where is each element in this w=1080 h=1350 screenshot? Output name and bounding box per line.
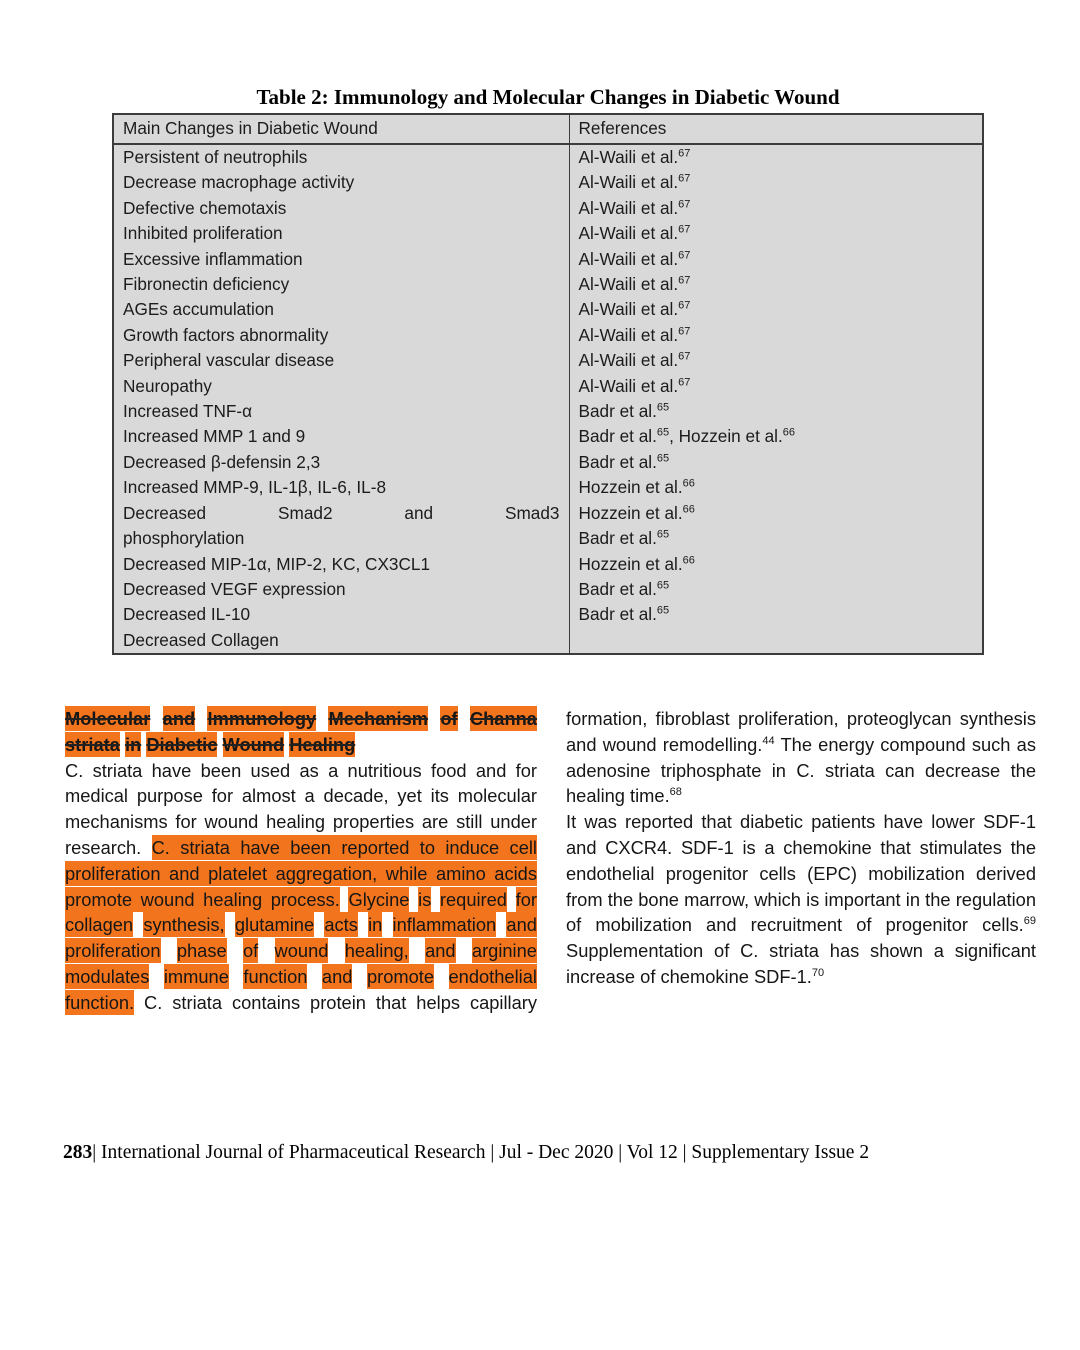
change-cell: Decreased Collagen xyxy=(113,628,569,654)
table-row xyxy=(113,399,983,424)
reference-cell: Badr et al.$^{65}$ xyxy=(578,401,670,422)
highlighted-text: synthesis, xyxy=(143,914,225,936)
highlighted-text: glutamine xyxy=(234,914,315,936)
reference-cell: Badr et al.$^{65}$ xyxy=(578,528,670,549)
highlighted-text: Wound xyxy=(222,733,285,755)
table-row xyxy=(113,247,983,272)
superscript-ref: 67 xyxy=(678,198,691,211)
table-row xyxy=(113,628,983,654)
highlighted-text: is xyxy=(418,888,432,910)
highlighted-text: wound xyxy=(274,940,329,962)
change-cell: Peripheral vascular disease xyxy=(113,348,569,373)
paragraph: It was reported that diabetic patients have lower SDF-1 and CXCR4. SDF-1 is a chemokine that stimulates the endothelial progenitor cells (EPC) mobilization derived from the bone marrow, which is important in the regulation of mobilization and recruitment of progenitor cells.$^{69}$ Supplementation of C. striata has shown a significant increase of chemokine SDF-1.70 xyxy=(566,811,1036,987)
highlighted-text: collagen xyxy=(65,914,134,936)
reference-cell: Al-Waili et al.$^{67}$ xyxy=(578,147,691,167)
superscript-ref: 69 xyxy=(1023,915,1036,928)
highlighted-text: of xyxy=(242,940,259,962)
table-title: Table 2: Immunology and Molecular Changes in Diabetic Wound xyxy=(256,85,840,109)
superscript-ref: 68 xyxy=(669,786,682,799)
change-cell: Growth factors abnormality xyxy=(113,323,569,348)
highlighted-text: acts xyxy=(324,914,358,936)
reference-cell: Hozzein et al.$^{66}$ xyxy=(578,477,695,498)
highlighted-text: function xyxy=(243,965,308,987)
header-references: References xyxy=(569,114,983,144)
change-cell: Excessive inflammation xyxy=(113,247,569,272)
highlighted-text: endothelial xyxy=(448,965,537,987)
superscript-ref: 65 xyxy=(656,604,670,617)
superscript-ref: 65 xyxy=(656,528,670,541)
footer-journal-info: | International Journal of Pharmaceutical Research | Jul - Dec 2020 | Vol 12 | Supplementary Issue 2 xyxy=(92,1142,870,1163)
highlighted-text: Diabetic xyxy=(146,733,218,755)
highlighted-text: phase xyxy=(176,940,227,962)
highlighted-text: Immunology xyxy=(207,708,317,729)
section-heading xyxy=(65,706,537,758)
table-row xyxy=(113,450,983,475)
reference-cell: Al-Waili et al.$^{67}$ xyxy=(578,299,691,320)
change-cell: Persistent of neutrophils xyxy=(113,144,569,170)
reference-cell: Hozzein et al.$^{66}$ xyxy=(578,553,695,574)
superscript-ref: 66 xyxy=(682,502,695,515)
superscript-ref: 67 xyxy=(678,147,691,160)
reference-cell: Al-Waili et al.$^{67}$ xyxy=(578,324,691,345)
superscript-ref: 65 xyxy=(656,452,670,465)
highlighted-text: Molecular xyxy=(65,708,151,729)
table-body xyxy=(113,144,983,654)
reference-cell: Al-Waili et al.$^{67}$ xyxy=(578,274,691,295)
change-cell: Fibronectin deficiency xyxy=(113,272,569,297)
change-cell: Decreased Smad2 and Smad3 xyxy=(113,501,569,526)
change-cell: Neuropathy xyxy=(113,374,569,399)
highlighted-text: immune xyxy=(163,965,229,987)
reference-cell: Al-Waili et al.$^{67}$ xyxy=(578,223,691,244)
highlighted-text: function. xyxy=(65,991,135,1013)
reference-cell: Al-Waili et al.$^{67}$ xyxy=(578,172,691,193)
header-main-changes: Main Changes in Diabetic Wound xyxy=(113,114,569,144)
change-cell: Inhibited proliferation xyxy=(113,221,569,246)
superscript-ref: 66 xyxy=(782,426,796,439)
superscript-ref: 66 xyxy=(682,477,695,490)
footer-page-number: 283 xyxy=(63,1142,93,1163)
right-column xyxy=(566,706,1036,990)
superscript-ref: 44 xyxy=(762,734,775,747)
highlighted-text: healing, xyxy=(344,940,409,962)
table-row xyxy=(113,323,983,348)
paragraph: formation, fibroblast proliferation, proteoglycan synthesis and wound remodelling.$^{44}$ The energy compound such as adenosine triphosphate in C. striata can decrease the healing time.$^{68}$ xyxy=(566,708,1036,807)
change-cell: Increased MMP 1 and 9 xyxy=(113,424,569,449)
table-row xyxy=(113,221,983,246)
change-cell: Decreased IL-10 xyxy=(113,602,569,627)
table-row xyxy=(113,272,983,297)
superscript-ref: 65 xyxy=(656,401,670,414)
reference-cell: Al-Waili et al.$^{67}$ xyxy=(578,375,691,396)
change-cell: Defective chemotaxis xyxy=(113,196,569,221)
highlighted-text: promote xyxy=(366,965,435,987)
change-cell: Decreased MIP-1α, MIP-2, KC, CX3CL1 xyxy=(113,552,569,577)
table-row xyxy=(113,501,983,526)
reference-cell: Al-Waili et al.$^{67}$ xyxy=(578,248,691,269)
superscript-ref: 65 xyxy=(656,426,670,439)
reference-cell: Hozzein et al.$^{66}$ xyxy=(578,502,695,523)
reference-cell: Badr et al.$^{65}$ xyxy=(578,604,670,625)
table-row xyxy=(113,374,983,399)
change-cell: Increased MMP-9, IL-1β, IL-6, IL-8 xyxy=(113,475,569,500)
superscript-ref: 67 xyxy=(678,248,691,261)
highlighted-text: for xyxy=(515,888,537,910)
left-column xyxy=(65,706,537,1016)
highlighted-text: Channa xyxy=(469,708,537,729)
superscript-ref: 67 xyxy=(678,223,691,236)
table-header-row xyxy=(113,114,983,144)
reference-cell: Badr et al.$^{65}$ xyxy=(578,451,670,472)
table-row xyxy=(113,144,983,170)
highlighted-text: Glycine xyxy=(348,888,410,910)
highlighted-text: and xyxy=(506,914,537,936)
table-row xyxy=(113,348,983,373)
highlighted-text: and xyxy=(162,708,196,729)
highlighted-text: proliferation xyxy=(65,940,161,962)
superscript-ref: 67 xyxy=(678,299,691,312)
superscript-ref: 67 xyxy=(678,350,691,363)
change-cell: AGEs accumulation xyxy=(113,297,569,322)
table-row xyxy=(113,170,983,195)
reference-cell: Badr et al.$^{65}$ xyxy=(578,578,670,599)
table-row xyxy=(113,602,983,627)
table-row xyxy=(113,424,983,449)
reference-cell: Al-Waili et al.$^{67}$ xyxy=(578,197,691,218)
superscript-ref: 67 xyxy=(678,375,691,388)
highlighted-text: in xyxy=(124,733,142,755)
highlighted-text: Healing xyxy=(289,733,356,755)
change-cell: Decreased VEGF expression xyxy=(113,577,569,602)
immunology-changes-table xyxy=(112,113,984,655)
table-row xyxy=(113,196,983,221)
superscript-ref: 67 xyxy=(678,172,691,185)
highlighted-text: and xyxy=(321,965,353,987)
table-row xyxy=(113,552,983,577)
highlighted-text: Mechanism xyxy=(328,708,429,729)
highlighted-text: in xyxy=(368,914,383,936)
table-row xyxy=(113,475,983,500)
table-row xyxy=(113,297,983,322)
highlighted-text: inflammation xyxy=(392,914,497,936)
superscript-ref: 66 xyxy=(682,553,695,566)
reference-cell: Al-Waili et al.$^{67}$ xyxy=(578,350,691,371)
highlighted-text: required xyxy=(439,888,507,910)
superscript-ref: 70 xyxy=(811,966,825,979)
change-cell: Decrease macrophage activity xyxy=(113,170,569,195)
superscript-ref: 67 xyxy=(678,274,691,287)
superscript-ref: 65 xyxy=(656,579,670,592)
highlighted-text: C. striata have been reported to induce cell proliferation and platelet aggregation, while amino acids promote wound healing process. xyxy=(65,836,537,910)
reference-cell xyxy=(569,628,983,654)
highlighted-text: of xyxy=(440,708,458,729)
highlighted-text: and xyxy=(425,940,456,962)
table-row xyxy=(113,526,983,551)
change-cell: Increased TNF-α xyxy=(113,399,569,424)
highlighted-text: modulates xyxy=(65,965,150,987)
highlighted-text: arginine xyxy=(471,940,537,962)
table-row xyxy=(113,577,983,602)
highlighted-text: striata xyxy=(65,733,120,755)
superscript-ref: 67 xyxy=(678,325,691,338)
reference-cell: Badr et al.$^{65}$, Hozzein et al.$^{66}$ xyxy=(578,426,796,447)
change-cell: Decreased β-defensin 2,3 xyxy=(113,450,569,475)
page-footer xyxy=(63,1142,1023,1164)
left-paragraph: C. striata have been used as a nutritious food and for medical purpose for almost a decade, yet its molecular mechanisms for wound healing properties are still under research. C. striata have been reported to induce cell proliferation and platelet aggregation, while amino acids promote wound healing process. Glycine is required for collagen synthesis, glutamine acts in inflammation and proliferation phase of wound healing, and arginine modulates immune function and promote endothelial function. C. striata contains protein that helps capillary xyxy=(65,759,537,1013)
change-cell: phosphorylation xyxy=(113,526,569,551)
